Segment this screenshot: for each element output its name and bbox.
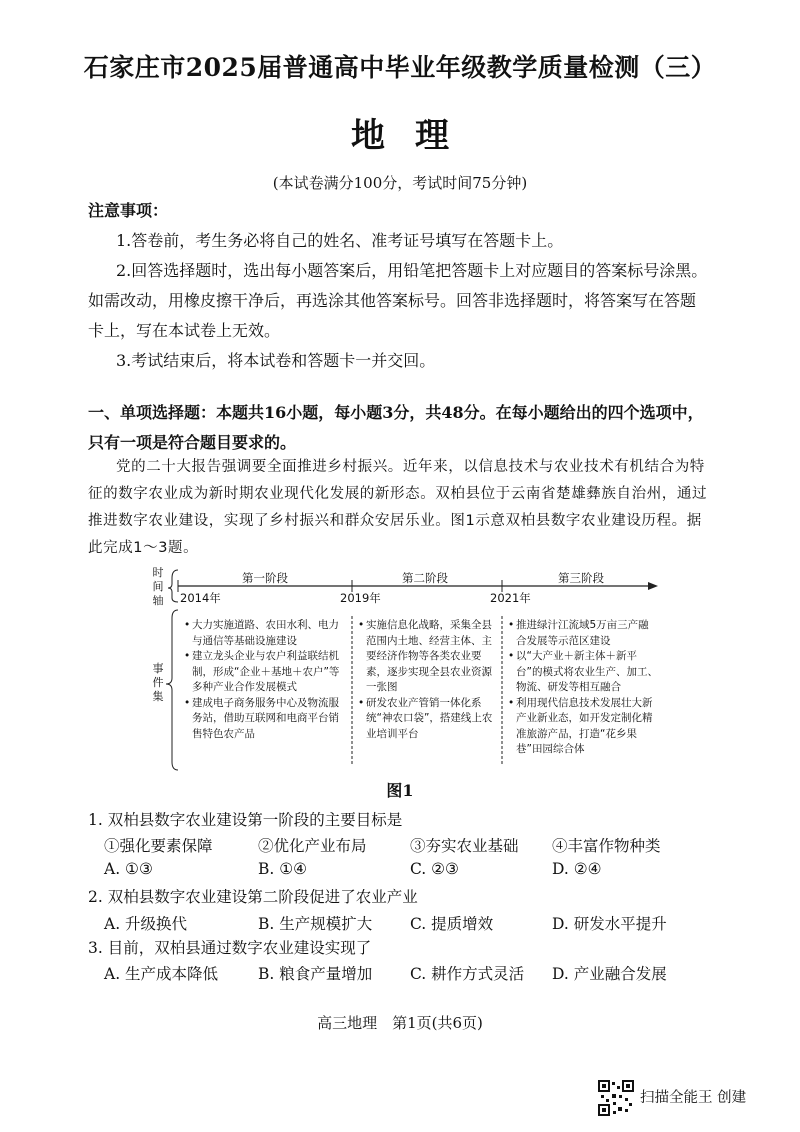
page-footer: 高三地理 第1页(共6页) — [317, 1014, 483, 1032]
question-3-stem: 3. 目前，双柏县通过数字农业建设实现了 — [88, 939, 372, 957]
stage-2-event: • 实施信息化战略，采集全县范围内土地、经营主体、主要经济作物等各类农业要素，逐步实现全县农业资源一张图 — [358, 618, 498, 696]
year-2014: 2014年 — [180, 591, 221, 605]
q3-option-b[interactable]: B. 粮食产量增加 — [258, 965, 373, 983]
q2-option-a[interactable]: A. 升级换代 — [104, 915, 188, 933]
question-2-stem: 2. 双柏县数字农业建设第二阶段促进了农业产业 — [88, 888, 418, 906]
stage-2-event: • 研发农业产管销一体化系统“神农口袋”，搭建线上农业培训平台 — [358, 696, 498, 743]
q2-option-c[interactable]: C. 提质增效 — [410, 915, 494, 933]
q1-statement-3: ③夯实农业基础 — [410, 837, 519, 855]
figure-caption: 图1 — [386, 781, 414, 800]
q3-option-d[interactable]: D. 产业融合发展 — [552, 965, 667, 983]
q1-option-a[interactable]: A. ①③ — [104, 860, 153, 878]
year-2019: 2019年 — [340, 591, 381, 605]
year-2021: 2021年 — [490, 591, 531, 605]
stage-1-label: 第一阶段 — [242, 571, 288, 585]
q1-statement-4: ④丰富作物种类 — [552, 837, 661, 855]
q2-option-d[interactable]: D. 研发水平提升 — [552, 915, 667, 933]
stage-1-event: • 建立龙头企业与农户利益联结机制，形成“企业＋基地＋农户”等多种产业合作发展模式 — [184, 649, 344, 696]
stage-3-event: • 利用现代信息技术发展壮大新产业新业态，如开发定制化精准旅游产品，打造“花乡果巷”田园综合体 — [508, 696, 658, 758]
stage-2-label: 第二阶段 — [402, 571, 448, 585]
stage-3-events — [508, 618, 658, 758]
stage-3-event: • 推进绿汁江流域5万亩三产融合发展等示范区建设 — [508, 618, 658, 649]
section-heading: 一、单项选择题：本题共16小题，每小题3分，共48分。在每小题给出的四个选项中，只有一项是符合题目要求的。 — [88, 403, 704, 452]
notice-item-3: 3.考试结束后，将本试卷和答题卡一并交回。 — [116, 351, 436, 370]
qr-code-icon — [598, 1080, 634, 1116]
exam-title: 石家庄市2025届普通高中毕业年级教学质量检测（三） — [83, 53, 717, 82]
stage-2-events — [358, 618, 498, 742]
stage-1-event: • 大力实施道路、农田水利、电力与通信等基础设施建设 — [184, 618, 344, 649]
axis-label-time: 时间轴 — [152, 566, 164, 607]
stage-1-events — [184, 618, 344, 742]
q1-option-c[interactable]: C. ②③ — [410, 860, 459, 878]
stage-1-event: • 建成电子商务服务中心及物流服务站，借助互联网和电商平台销售特色农产品 — [184, 696, 344, 743]
q3-option-c[interactable]: C. 耕作方式灵活 — [410, 965, 525, 983]
notice-item-1: 1.答卷前，考生务必将自己的姓名、准考证号填写在答题卡上。 — [116, 231, 564, 250]
q1-statement-2: ②优化产业布局 — [258, 837, 367, 855]
q2-option-b[interactable]: B. 生产规模扩大 — [258, 915, 373, 933]
figure-timeline — [150, 566, 660, 776]
q3-option-a[interactable]: A. 生产成本降低 — [104, 965, 219, 983]
notice-heading: 注意事项： — [88, 201, 169, 220]
exam-info: (本试卷满分100分，考试时间75分钟) — [272, 174, 528, 192]
question-1-stem: 1. 双柏县数字农业建设第一阶段的主要目标是 — [88, 811, 403, 829]
stage-3-event: • 以“大产业＋新主体＋新平台”的模式将农业生产、加工、物流、研发等相互融合 — [508, 649, 658, 696]
passage: 党的二十大报告强调要全面推进乡村振兴。近年来，以信息技术与农业技术有机结合为特征的数字农业成为新时期农业现代化发展的新形态。双柏县位于云南省楚雄彝族自治州，通过推进数字农业建设，实现了乡村振兴和群众安居乐业。图1示意双柏县数字农业建设历程。据此完成1～3题。 — [88, 459, 708, 556]
scanner-watermark: 扫描全能王 创建 — [640, 1090, 747, 1106]
axis-label-events: 事件集 — [152, 662, 164, 703]
stage-3-label: 第三阶段 — [558, 571, 604, 585]
q1-option-b[interactable]: B. ①④ — [258, 860, 308, 878]
subject-title: 地理 — [351, 116, 479, 156]
notice-item-2: 2.回答选择题时，选出每小题答案后，用铅笔把答题卡上对应题目的答案标号涂黑。如需改动，用橡皮擦干净后，再选涂其他答案标号。回答非选择题时，将答案写在答题卡上，写在本试卷上无效。 — [88, 261, 708, 340]
q1-option-d[interactable]: D. ②④ — [552, 860, 602, 878]
q1-statement-1: ①强化要素保障 — [104, 837, 213, 855]
